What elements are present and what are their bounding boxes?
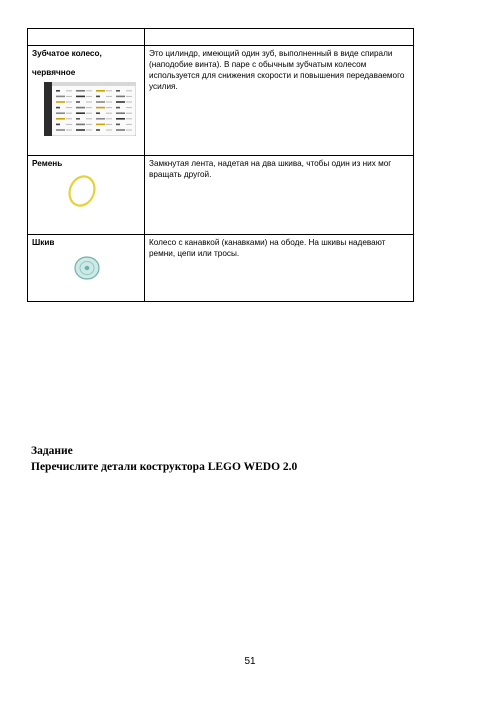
part-thumbnail-mark — [76, 112, 85, 114]
part-thumbnail-mark — [76, 124, 85, 126]
part-thumbnail-mark — [56, 107, 60, 109]
part-thumbnail-label — [66, 96, 72, 97]
description-text: Это цилиндр, имеющий один зуб, выполненный в виде спирали (наподобие винта). В паре с обычным зубчатым колесом используется для снижения скорости и повышения передаваемого усилия. — [149, 49, 405, 91]
part-thumbnail-label — [106, 130, 112, 131]
description-cell — [145, 46, 414, 156]
header-cell-term — [28, 29, 145, 46]
part-thumbnail-mark — [56, 101, 65, 103]
task-text: Перечислите детали коструктора LEGO WEDO 2.0 — [31, 461, 298, 473]
part-thumbnail-mark — [116, 129, 125, 131]
part-thumbnail-label — [86, 113, 92, 114]
table-row-belt — [28, 156, 414, 235]
term-cell — [28, 156, 145, 235]
part-thumbnail-label — [126, 102, 132, 103]
part-thumbnail-mark — [96, 124, 105, 126]
part-thumbnail-label — [66, 90, 72, 91]
parts-table — [27, 28, 414, 302]
part-thumbnail-label — [66, 107, 72, 108]
part-thumbnail-label — [126, 113, 132, 114]
part-thumbnail-label — [86, 124, 92, 125]
description-text: Колесо с канавкой (канавками) на ободе. На шкивы надевают ремни, цепи или тросы. — [149, 238, 386, 258]
part-thumbnail-label — [126, 107, 132, 108]
description-cell — [145, 156, 414, 235]
part-thumbnail-mark — [76, 118, 80, 120]
part-thumbnail-label — [66, 102, 72, 103]
part-thumbnail-mark — [116, 112, 125, 114]
part-thumbnail-mark — [116, 107, 120, 109]
part-thumbnail-mark — [116, 101, 125, 103]
part-thumbnail-label — [106, 113, 112, 114]
term-cell — [28, 235, 145, 302]
part-thumbnail-mark — [76, 101, 80, 103]
part-thumbnail-mark — [56, 112, 65, 114]
description-text: Замкнутая лента, надетая на два шкива, чтобы один из них мог вращать другой. — [149, 159, 392, 179]
part-thumbnail-mark — [96, 112, 100, 114]
part-thumbnail-mark — [96, 101, 105, 103]
part-thumbnail-mark — [76, 129, 85, 131]
term-cell — [28, 46, 145, 156]
part-thumbnail-label — [106, 107, 112, 108]
part-thumbnail-label — [126, 130, 132, 131]
part-thumbnail-label — [86, 96, 92, 97]
term-label-line2: червячное — [32, 68, 76, 77]
part-thumbnail-label — [106, 96, 112, 97]
part-thumbnail-label — [106, 90, 112, 91]
part-thumbnail-mark — [116, 124, 120, 126]
part-thumbnail-label — [126, 90, 132, 91]
table-row-worm-gear — [28, 46, 414, 156]
part-thumbnail-label — [66, 118, 72, 119]
part-thumbnail-label — [126, 124, 132, 125]
part-thumbnail-label — [86, 90, 92, 91]
part-thumbnail-mark — [56, 124, 60, 126]
description-cell — [145, 235, 414, 302]
part-thumbnail-mark — [96, 90, 105, 92]
part-thumbnail-label — [86, 107, 92, 108]
header-cell-description — [145, 29, 414, 46]
page-number: 51 — [244, 656, 256, 667]
part-thumbnail-label — [86, 102, 92, 103]
part-thumbnail-mark — [96, 129, 100, 131]
part-thumbnail-mark — [116, 118, 125, 120]
part-thumbnail-label — [86, 118, 92, 119]
table-row-pulley — [28, 235, 414, 302]
part-thumbnail-mark — [56, 96, 65, 98]
part-thumbnail-mark — [76, 107, 85, 109]
part-thumbnail-label — [86, 130, 92, 131]
part-thumbnail-mark — [96, 96, 100, 98]
table-header-row — [28, 29, 414, 46]
part-thumbnail-label — [66, 130, 72, 131]
part-thumbnail-label — [126, 118, 132, 119]
part-thumbnail-mark — [116, 96, 125, 98]
part-thumbnail-label — [106, 118, 112, 119]
belt-ring-icon — [62, 171, 102, 211]
term-label: Шкив — [32, 238, 55, 247]
pulley-wheel-icon — [70, 253, 104, 283]
part-thumbnail-mark — [56, 129, 65, 131]
part-thumbnail-mark — [56, 90, 60, 92]
term-label: Зубчатое колесо, — [32, 49, 102, 58]
term-label: Ремень — [32, 159, 63, 168]
part-thumbnail-mark — [96, 118, 105, 120]
worm-gear-parts-screenshot — [44, 82, 136, 136]
part-thumbnail-label — [66, 124, 72, 125]
part-thumbnail-label — [126, 96, 132, 97]
part-thumbnail-mark — [76, 90, 85, 92]
part-thumbnail-label — [106, 102, 112, 103]
part-thumbnail-mark — [96, 107, 105, 109]
part-thumbnail-mark — [76, 96, 85, 98]
part-thumbnail-mark — [116, 90, 120, 92]
part-thumbnail-label — [106, 124, 112, 125]
part-thumbnail-label — [66, 113, 72, 114]
part-thumbnail-mark — [56, 118, 65, 120]
task-heading: Задание — [31, 445, 73, 457]
